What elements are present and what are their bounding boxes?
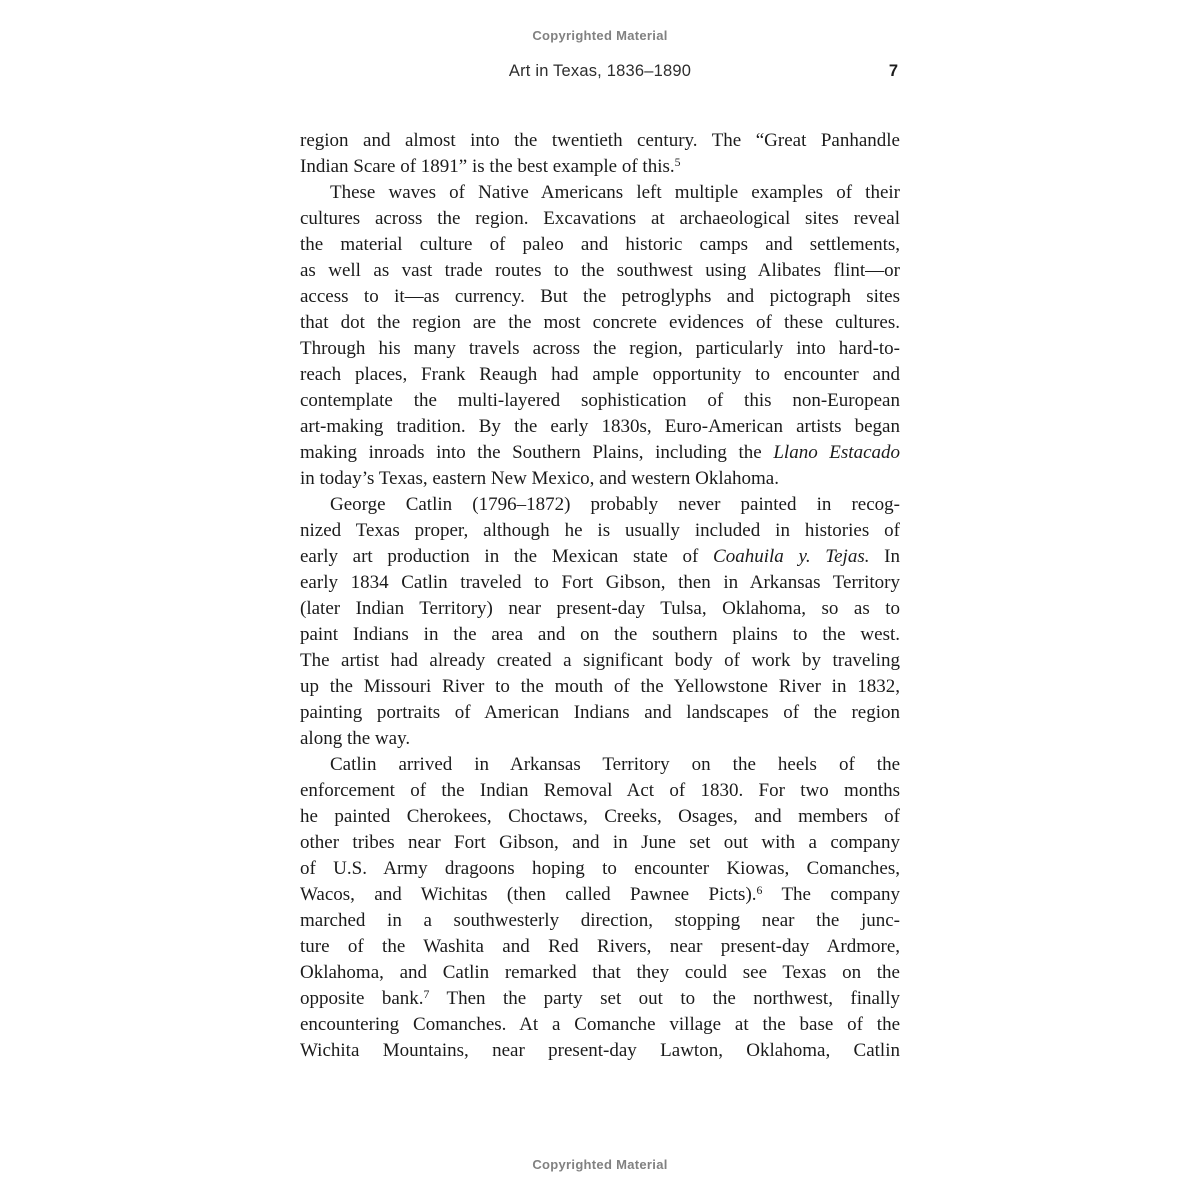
text-line: early 1834 Catlin traveled to Fort Gibson, then in Arkansas Territory <box>300 572 900 593</box>
text-line: region and almost into the twentieth century. The “Great Panhandle <box>300 130 900 151</box>
text-line: Catlin arrived in Arkansas Territory on the heels of the <box>330 754 900 775</box>
text-line: making inroads into the Southern Plains, including the Llano Estacado <box>300 442 901 463</box>
text-line: (later Indian Territory) near present-day Tulsa, Oklahoma, so as to <box>300 598 900 619</box>
text-line: opposite bank.$^7$ Then the party set out to the northwest, finally <box>300 987 900 1009</box>
text-line: early art production in the Mexican state of Coahuila y. Tejas. In <box>300 546 901 567</box>
text-line: that dot the region are the most concrete evidences of these cultures. <box>300 312 900 333</box>
text-line: encountering Comanches. At a Comanche village at the base of the <box>300 1014 900 1035</box>
text-line: George Catlin (1796–1872) probably never painted in recog- <box>330 494 900 515</box>
text-line: the material culture of paleo and historic camps and settlements, <box>300 234 900 255</box>
text-line: paint Indians in the area and on the southern plains to the west. <box>300 624 900 645</box>
running-head-title: Art in Texas, 1836–1890 <box>508 62 692 80</box>
paragraph <box>300 492 900 752</box>
text-line: along the way. <box>300 728 411 749</box>
paragraph <box>300 128 900 180</box>
text-line: ture of the Washita and Red Rivers, near present-day Ardmore, <box>300 936 900 957</box>
paragraph <box>300 180 900 492</box>
text-line: access to it—as currency. But the petroglyphs and pictograph sites <box>300 286 900 307</box>
text-line: Wichita Mountains, near present-day Lawton, Oklahoma, Catlin <box>300 1040 900 1061</box>
text-line: These waves of Native Americans left multiple examples of their <box>330 182 900 203</box>
text-line: The artist had already created a significant body of work by traveling <box>300 650 900 671</box>
text-line: art-making tradition. By the early 1830s, Euro-American artists began <box>300 416 900 437</box>
copyright-notice-bottom: Copyrighted Material <box>532 1157 668 1172</box>
text-line: Through his many travels across the region, particularly into hard-to- <box>300 338 900 359</box>
text-line: contemplate the multi-layered sophistication of this non-European <box>300 390 900 411</box>
text-line: cultures across the region. Excavations at archaeological sites reveal <box>300 208 900 229</box>
text-line: of U.S. Army dragoons hoping to encounter Kiowas, Comanches, <box>300 858 900 879</box>
text-line: Wacos, and Wichitas (then called Pawnee Picts).$^6$ The company <box>300 883 901 905</box>
text-line: in today’s Texas, eastern New Mexico, and western Oklahoma. <box>300 468 779 489</box>
page-number: 7 <box>888 62 898 80</box>
text-line: nized Texas proper, although he is usually included in histories of <box>300 520 900 541</box>
text-line: other tribes near Fort Gibson, and in June set out with a company <box>300 832 900 853</box>
paragraph <box>300 752 900 1064</box>
text-line: Indian Scare of 1891” is the best example of this.$^5$ <box>300 155 681 177</box>
copyright-notice-top: Copyrighted Material <box>532 28 668 43</box>
text-line: he painted Cherokees, Choctaws, Creeks, Osages, and members of <box>300 806 900 827</box>
running-header <box>300 62 900 84</box>
text-line: up the Missouri River to the mouth of the Yellowstone River in 1832, <box>300 676 900 697</box>
text-line: enforcement of the Indian Removal Act of 1830. For two months <box>300 780 900 801</box>
text-line: as well as vast trade routes to the southwest using Alibates flint—or <box>300 260 900 281</box>
text-line: marched in a southwesterly direction, stopping near the junc- <box>300 910 900 931</box>
page-body <box>300 128 900 1064</box>
text-line: painting portraits of American Indians and landscapes of the region <box>300 702 900 723</box>
text-line: Oklahoma, and Catlin remarked that they could see Texas on the <box>300 962 900 983</box>
text-line: reach places, Frank Reaugh had ample opportunity to encounter and <box>300 364 900 385</box>
